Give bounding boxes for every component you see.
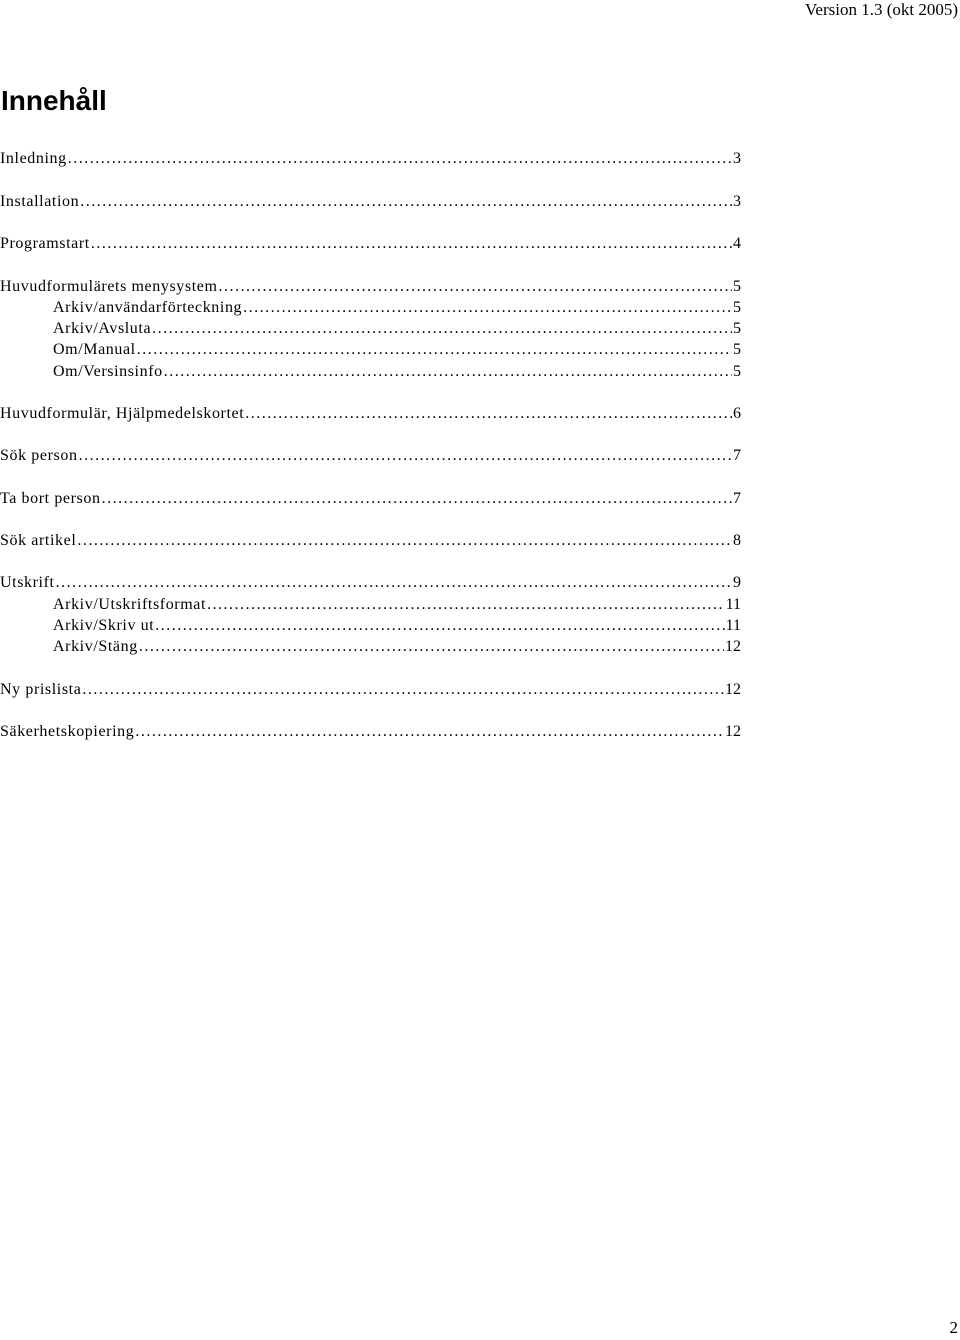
toc-entry-label: Arkiv/Utskriftsformat xyxy=(53,596,207,613)
toc-entry-page: 12 xyxy=(725,723,741,740)
toc-entry[interactable] xyxy=(0,445,741,467)
toc-entry[interactable] xyxy=(0,276,741,298)
toc-entry-label: Programstart xyxy=(0,235,90,252)
toc-entry[interactable] xyxy=(0,191,741,213)
toc-entry-label: Sök artikel xyxy=(0,532,77,549)
toc-entry-label: Om/Versinsinfo xyxy=(53,363,163,380)
page-number: 2 xyxy=(949,1318,958,1337)
toc-entry-page: 5 xyxy=(733,341,741,358)
toc-title: Innehåll xyxy=(1,85,107,116)
toc-entry[interactable] xyxy=(53,636,741,658)
toc-entry-label: Säkerhetskopiering xyxy=(0,723,135,740)
toc-entry-label: Ny prislista xyxy=(0,681,82,698)
toc-entry-page: 3 xyxy=(733,193,741,210)
toc-entry-page: 7 xyxy=(733,490,741,507)
toc-entry[interactable] xyxy=(53,361,741,383)
toc-entry-page: 6 xyxy=(733,405,741,422)
toc-dot-leader xyxy=(82,679,724,701)
toc-entry[interactable] xyxy=(53,318,741,340)
toc-entry-page: 5 xyxy=(733,278,741,295)
toc-entry-label: Arkiv/användarförteckning xyxy=(53,299,243,316)
toc-entry-page: 5 xyxy=(733,320,741,337)
toc-dot-leader xyxy=(91,233,732,255)
toc-entry-label: Sök person xyxy=(0,447,78,464)
toc-entry-label: Huvudformulärets menysystem xyxy=(0,278,218,295)
toc-entry-page: 3 xyxy=(733,150,741,167)
toc-dot-leader xyxy=(68,148,732,170)
document-version: Version 1.3 (okt 2005) xyxy=(805,0,958,19)
toc-dot-leader xyxy=(135,721,724,743)
toc-dot-leader xyxy=(155,615,724,637)
toc-dot-leader xyxy=(80,191,732,213)
toc-dot-leader xyxy=(219,276,733,298)
toc-entry-page: 9 xyxy=(733,574,741,591)
toc-dot-leader xyxy=(245,403,732,425)
toc-entry-label: Utskrift xyxy=(0,574,55,591)
toc-entry[interactable] xyxy=(53,297,741,319)
toc-entry-page: 11 xyxy=(725,596,741,613)
toc-entry-label: Ta bort person xyxy=(0,490,101,507)
toc-dot-leader xyxy=(243,297,732,319)
toc-dot-leader xyxy=(139,636,724,658)
toc-entry[interactable] xyxy=(53,339,741,361)
toc-entry-label: Huvudformulär, Hjälpmedelskortet xyxy=(0,405,245,422)
toc-entry-page: 5 xyxy=(733,299,741,316)
toc-dot-leader xyxy=(79,445,732,467)
toc-entry-page: 12 xyxy=(725,638,741,655)
toc-entry-label: Arkiv/Stäng xyxy=(53,638,138,655)
toc-dot-leader xyxy=(137,339,732,361)
toc-entry[interactable] xyxy=(0,679,741,701)
toc-entry[interactable] xyxy=(53,615,741,637)
toc-entry-label: Arkiv/Avsluta xyxy=(53,320,152,337)
toc-entry-label: Inledning xyxy=(0,150,67,167)
toc-dot-leader xyxy=(102,488,732,510)
toc-entry-page: 11 xyxy=(725,617,741,634)
toc-dot-leader xyxy=(164,361,732,383)
toc-dot-leader xyxy=(77,530,732,552)
toc-entry[interactable] xyxy=(53,594,741,616)
toc-entry-label: Arkiv/Skriv ut xyxy=(53,617,155,634)
toc-entry[interactable] xyxy=(0,403,741,425)
toc-entry-page: 12 xyxy=(725,681,741,698)
toc-entry[interactable] xyxy=(0,488,741,510)
toc-entry[interactable] xyxy=(0,530,741,552)
toc-entry-label: Installation xyxy=(0,193,80,210)
toc-dot-leader xyxy=(152,318,732,340)
toc-entry-page: 7 xyxy=(733,447,741,464)
toc-entry-page: 8 xyxy=(733,532,741,549)
toc-entry[interactable] xyxy=(0,721,741,743)
toc-entry-label: Om/Manual xyxy=(53,341,136,358)
toc-entry-page: 5 xyxy=(733,363,741,380)
toc-entry[interactable] xyxy=(0,148,741,170)
toc-entry[interactable] xyxy=(0,233,741,255)
toc-entry-page: 4 xyxy=(733,235,741,252)
toc-dot-leader xyxy=(207,594,725,616)
toc-entry[interactable] xyxy=(0,572,741,594)
toc-dot-leader xyxy=(56,572,732,594)
